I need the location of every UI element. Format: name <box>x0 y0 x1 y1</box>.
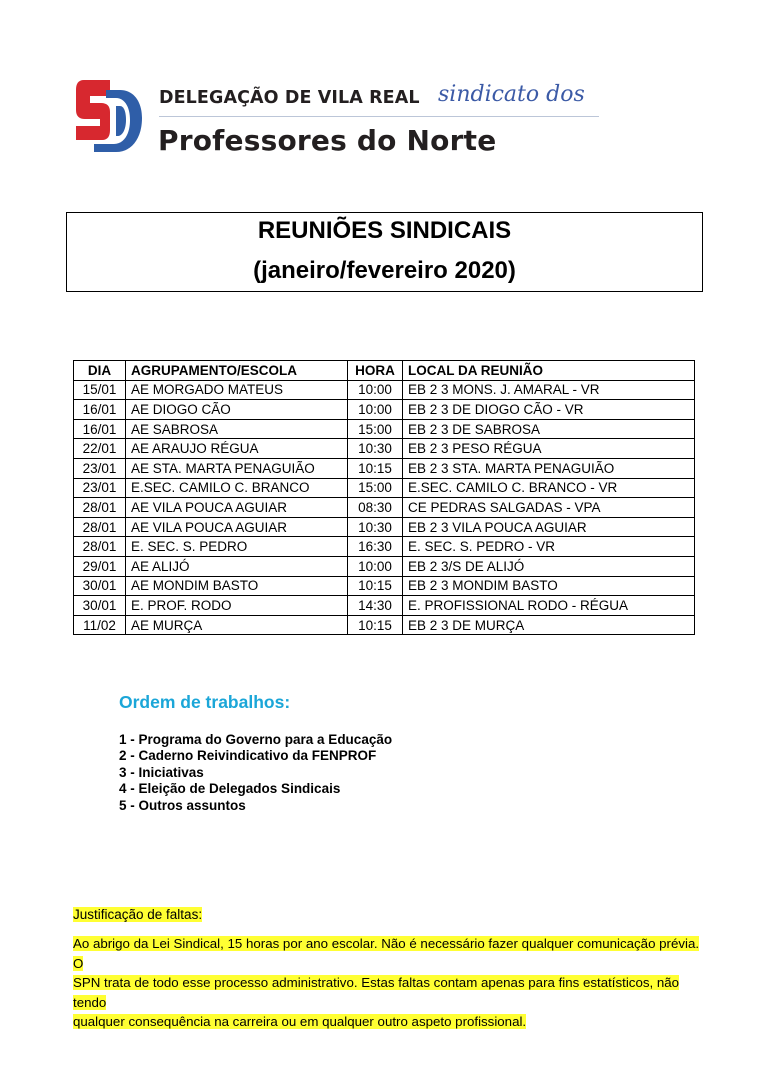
table-header-row <box>74 361 695 381</box>
meetings-table <box>73 360 695 635</box>
absence-justification-heading-text: Justificação de faltas: <box>73 907 203 922</box>
cell-escola: AE ALIJÓ <box>126 556 348 576</box>
cell-local: EB 2 3 PESO RÉGUA <box>403 439 695 459</box>
cell-hora: 10:00 <box>348 380 403 400</box>
cell-local: CE PEDRAS SALGADAS - VPA <box>403 498 695 518</box>
cell-escola: AE SABROSA <box>126 419 348 439</box>
header-local: LOCAL DA REUNIÃO <box>403 361 695 381</box>
cell-hora: 10:15 <box>348 576 403 596</box>
cell-local: EB 2 3/S DE ALIJÓ <box>403 556 695 576</box>
cell-escola: E. PROF. RODO <box>126 596 348 616</box>
cell-dia: 28/01 <box>74 517 126 537</box>
table-row <box>74 400 695 420</box>
cell-hora: 10:15 <box>348 615 403 635</box>
cell-local: EB 2 3 DE MURÇA <box>403 615 695 635</box>
table-row <box>74 615 695 635</box>
table-row <box>74 458 695 478</box>
cell-escola: AE VILA POUCA AGUIAR <box>126 517 348 537</box>
logo-delegation-text: DELEGAÇÃO DE VILA REAL <box>159 88 420 108</box>
cell-dia: 28/01 <box>74 537 126 557</box>
cell-dia: 29/01 <box>74 556 126 576</box>
cell-hora: 10:30 <box>348 439 403 459</box>
justification-line: SPN trata de todo esse processo administrativo. Estas faltas contam apenas para fins estatísticos, não tendo <box>73 975 680 1010</box>
cell-dia: 28/01 <box>74 498 126 518</box>
agenda-item: 3 - Iniciativas <box>119 764 204 780</box>
absence-justification-heading <box>73 906 202 924</box>
cell-dia: 15/01 <box>74 380 126 400</box>
cell-escola: AE DIOGO CÃO <box>126 400 348 420</box>
cell-dia: 11/02 <box>74 615 126 635</box>
absence-justification-body <box>73 934 703 1032</box>
cell-dia: 16/01 <box>74 419 126 439</box>
cell-local: EB 2 3 MONDIM BASTO <box>403 576 695 596</box>
cell-escola: AE MONDIM BASTO <box>126 576 348 596</box>
cell-local: EB 2 3 DE SABROSA <box>403 419 695 439</box>
table-row <box>74 537 695 557</box>
cell-escola: E. SEC. S. PEDRO <box>126 537 348 557</box>
justification-line: qualquer consequência na carreira ou em qualquer outro aspeto profissional. <box>73 1014 527 1029</box>
header-hora: HORA <box>348 361 403 381</box>
table-row <box>74 380 695 400</box>
cell-local: EB 2 3 STA. MARTA PENAGUIÃO <box>403 458 695 478</box>
agenda-item: 5 - Outros assuntos <box>119 797 246 813</box>
table-row <box>74 478 695 498</box>
table-row <box>74 439 695 459</box>
cell-dia: 16/01 <box>74 400 126 420</box>
cell-local: EB 2 3 MONS. J. AMARAL - VR <box>403 380 695 400</box>
page-title: REUNIÕES SINDICAIS <box>257 217 512 244</box>
table-row <box>74 556 695 576</box>
cell-local: EB 2 3 DE DIOGO CÃO - VR <box>403 400 695 420</box>
header-agrupamento: AGRUPAMENTO/ESCOLA <box>126 361 348 381</box>
header-dia: DIA <box>74 361 126 381</box>
justification-line: Ao abrigo da Lei Sindical, 15 horas por ano escolar. Não é necessário fazer qualquer comunicação prévia. O <box>73 936 700 971</box>
cell-dia: 23/01 <box>74 478 126 498</box>
title-box <box>66 212 703 292</box>
page-subtitle: (janeiro/fevereiro 2020) <box>253 257 516 284</box>
cell-local: E.SEC. CAMILO C. BRANCO - VR <box>403 478 695 498</box>
cell-local: E. PROFISSIONAL RODO - RÉGUA <box>403 596 695 616</box>
cell-escola: E.SEC. CAMILO C. BRANCO <box>126 478 348 498</box>
table-row <box>74 596 695 616</box>
cell-escola: AE STA. MARTA PENAGUIÃO <box>126 458 348 478</box>
table-row <box>74 576 695 596</box>
logo-divider <box>159 116 599 117</box>
cell-escola: AE MURÇA <box>126 615 348 635</box>
cell-escola: AE MORGADO MATEUS <box>126 380 348 400</box>
table-row <box>74 498 695 518</box>
cell-hora: 14:30 <box>348 596 403 616</box>
cell-escola: AE ARAUJO RÉGUA <box>126 439 348 459</box>
cell-local: E. SEC. S. PEDRO - VR <box>403 537 695 557</box>
logo-script-text: sindicato dos <box>438 82 585 107</box>
agenda-item: 1 - Programa do Governo para a Educação <box>119 732 393 747</box>
cell-dia: 22/01 <box>74 439 126 459</box>
agenda-item: 4 - Eleição de Delegados Sindicais <box>119 781 341 797</box>
cell-escola: AE VILA POUCA AGUIAR <box>126 498 348 518</box>
cell-hora: 10:00 <box>348 556 403 576</box>
agenda-heading: Ordem de trabalhos: <box>119 692 291 712</box>
cell-dia: 30/01 <box>74 596 126 616</box>
agenda-item: 2 - Caderno Reivindicativo da FENPROF <box>119 748 377 764</box>
table-row <box>74 419 695 439</box>
header-logo <box>76 72 616 162</box>
cell-hora: 10:15 <box>348 458 403 478</box>
cell-dia: 30/01 <box>74 576 126 596</box>
spn-logo-icon <box>76 76 142 156</box>
cell-hora: 10:00 <box>348 400 403 420</box>
cell-hora: 15:00 <box>348 419 403 439</box>
cell-hora: 16:30 <box>348 537 403 557</box>
logo-organization-text: Professores do Norte <box>158 124 497 157</box>
cell-hora: 15:00 <box>348 478 403 498</box>
cell-hora: 08:30 <box>348 498 403 518</box>
table-row <box>74 517 695 537</box>
agenda-list <box>119 732 392 814</box>
cell-local: EB 2 3 VILA POUCA AGUIAR <box>403 517 695 537</box>
cell-hora: 10:30 <box>348 517 403 537</box>
cell-dia: 23/01 <box>74 458 126 478</box>
